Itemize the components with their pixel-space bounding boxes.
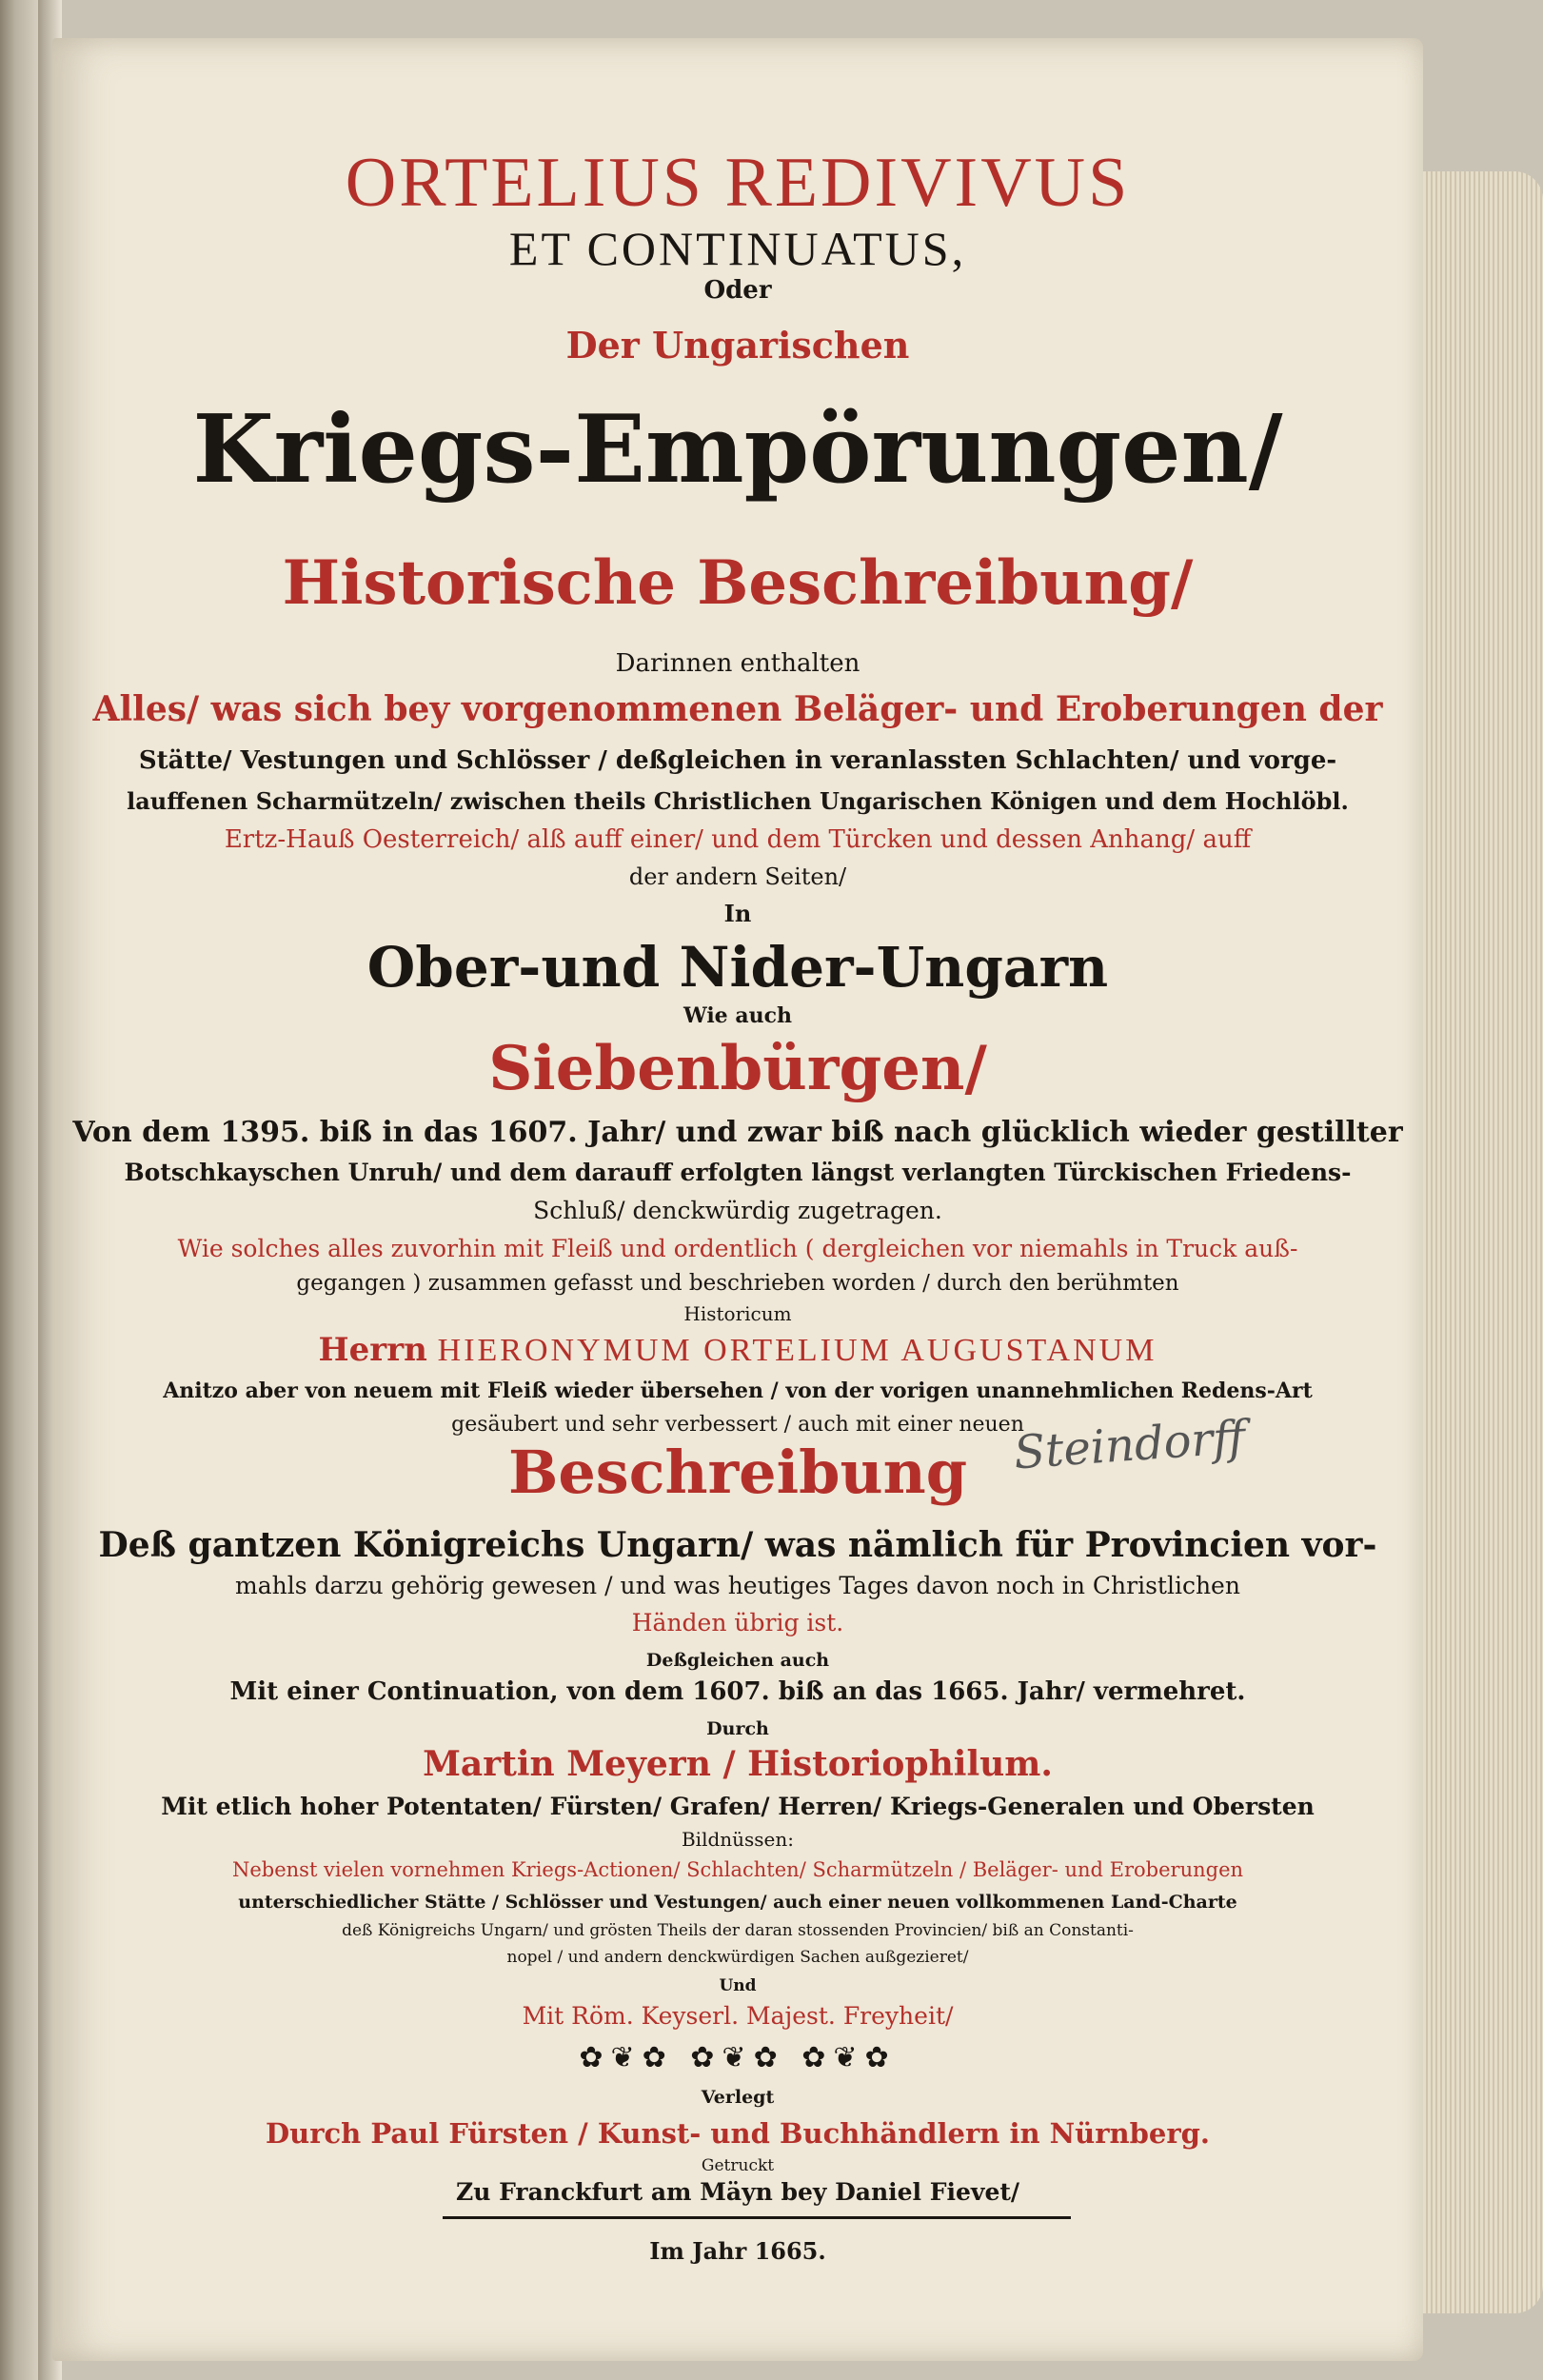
line-durch: Durch: [706, 1718, 769, 1739]
main-title: ORTELIUS REDIVIVUS: [345, 144, 1131, 222]
ornament-row: ✿❦✿ ✿❦✿ ✿❦✿: [579, 2041, 897, 2074]
line-andern-seiten: der andern Seiten/: [628, 863, 847, 890]
line-in: In: [723, 900, 752, 927]
line-publisher: Durch Paul Fürsten / Kunst- und Buchhändlern in Nürnberg.: [265, 2117, 1211, 2150]
line-botschkay: Botschkayschen Unruh/ und dem darauff erfolgten längst verlangten Türckischen Friedens-: [124, 1159, 1352, 1186]
line-kriegs: Kriegs-Empörungen/: [192, 395, 1283, 505]
line-1395: Von dem 1395. biß in das 1607. Jahr/ und zwar biß nach glücklich wieder gestillter: [72, 1116, 1403, 1149]
line-beschreibung-2: Beschreibung: [507, 1438, 968, 1507]
line-continuation: Mit einer Continuation, von dem 1607. biß an das 1665. Jahr/ vermehret.: [229, 1677, 1246, 1706]
line-unterschiedlicher: unterschiedlicher Stätte / Schlösser und Vestungen/ auch einer neuen vollkommenen Land-Charte: [238, 1892, 1237, 1913]
book-spine: [0, 0, 38, 2380]
line-year: Im Jahr 1665.: [649, 2237, 826, 2265]
line-siebenbuergen: Siebenbürgen/: [488, 1033, 987, 1104]
line-potentaten: Mit etlich hoher Potentaten/ Fürsten/ Grafen/ Herren/ Kriegs-Generalen und Obersten: [161, 1793, 1315, 1820]
line-und: Und: [719, 1976, 757, 1995]
line-wie-auch: Wie auch: [683, 1003, 792, 1028]
line-nopel: nopel / und andern denckwürdigen Sachen außgezieret/: [506, 1948, 969, 1967]
page-edges: [1409, 171, 1543, 2313]
line-verlegt: Verlegt: [701, 2087, 775, 2108]
line-anitzo: Anitzo aber von neuem mit Fleiß wieder übersehen / von der vorigen unannehmlichen Redens-Art: [163, 1378, 1313, 1403]
line-staette: Stätte/ Vestungen und Schlösser / deßgleichen in veranlassten Schlachten/ und vorge-: [138, 746, 1337, 775]
line-koenigreich: Deß gantzen Königreichs Ungarn/ was nämlich für Provincien vor-: [98, 1525, 1377, 1565]
title-page-text: [52, 0, 1423, 2380]
line-darinnen: Darinnen enthalten: [615, 649, 861, 678]
line-author: [52, 1331, 1423, 1369]
line-getruckt: Getruckt: [701, 2156, 775, 2175]
herrn-label: Herrn: [318, 1331, 427, 1369]
line-privilege: Mit Röm. Keyserl. Majest. Freyheit/: [522, 2002, 954, 2030]
line-koenigreichs-ungarn: deß Königreichs Ungarn/ und grösten Theils der daran stossenden Provincien/ biß an Constanti-: [342, 1921, 1134, 1940]
line-schluss: Schluß/ denckwürdig zugetragen.: [533, 1197, 942, 1224]
line-printer: Zu Franckfurt am Mäyn bey Daniel Fievet/: [455, 2178, 1020, 2206]
line-scharmuetzeln: lauffenen Scharmützeln/ zwischen theils Christlichen Ungarischen Königen und dem Hochlöbl.: [127, 787, 1349, 815]
line-meyern: Martin Meyern / Historiophilum.: [423, 1744, 1053, 1784]
line-desgleichen: Deßgleichen auch: [645, 1650, 830, 1671]
line-alles: Alles/ was sich bey vorgenommenen Beläger- und Eroberungen der: [92, 689, 1383, 729]
line-beschreibung: Historische Beschreibung/: [282, 547, 1194, 619]
line-ungarn: Ober-und Nider-Ungarn: [366, 935, 1109, 1000]
line-gesaeubert: gesäubert und sehr verbessert / auch mit einer neuen: [451, 1413, 1024, 1437]
line-nebenst: Nebenst vielen vornehmen Kriegs-Actionen/ Schlachten/ Scharmützeln / Beläger- und Eroberungen: [231, 1858, 1244, 1881]
subtitle-latin: ET CONTINUATUS,: [508, 222, 967, 275]
line-wie-solches: Wie solches alles zuvorhin mit Fleiß und ordentlich ( dergleichen vor niemahls in Truck auß-: [177, 1235, 1298, 1262]
line-mahls: mahls darzu gehörig gewesen / und was heutiges Tages davon noch in Christlichen: [235, 1572, 1240, 1599]
line-gegangen: gegangen ) zusammen gefasst und beschrieben worden / durch den berühmten: [296, 1271, 1179, 1296]
handwritten-signature: Steindorff: [1012, 1410, 1248, 1480]
line-historicum: Historicum: [683, 1302, 792, 1325]
line-ungarischen: Der Ungarischen: [565, 324, 910, 367]
line-bildnuessen: Bildnüssen:: [681, 1828, 795, 1851]
oder-line: Oder: [703, 276, 772, 305]
ortelius-name: HIERONYMUM ORTELIUM AUGUSTANUM: [437, 1333, 1157, 1368]
rule-line: [443, 2216, 1071, 2219]
line-haenden: Händen übrig ist.: [631, 1609, 844, 1636]
line-ertzhaus: Ertz-Hauß Oesterreich/ alß auff einer/ und dem Türcken und dessen Anhang/ auff: [224, 825, 1252, 854]
